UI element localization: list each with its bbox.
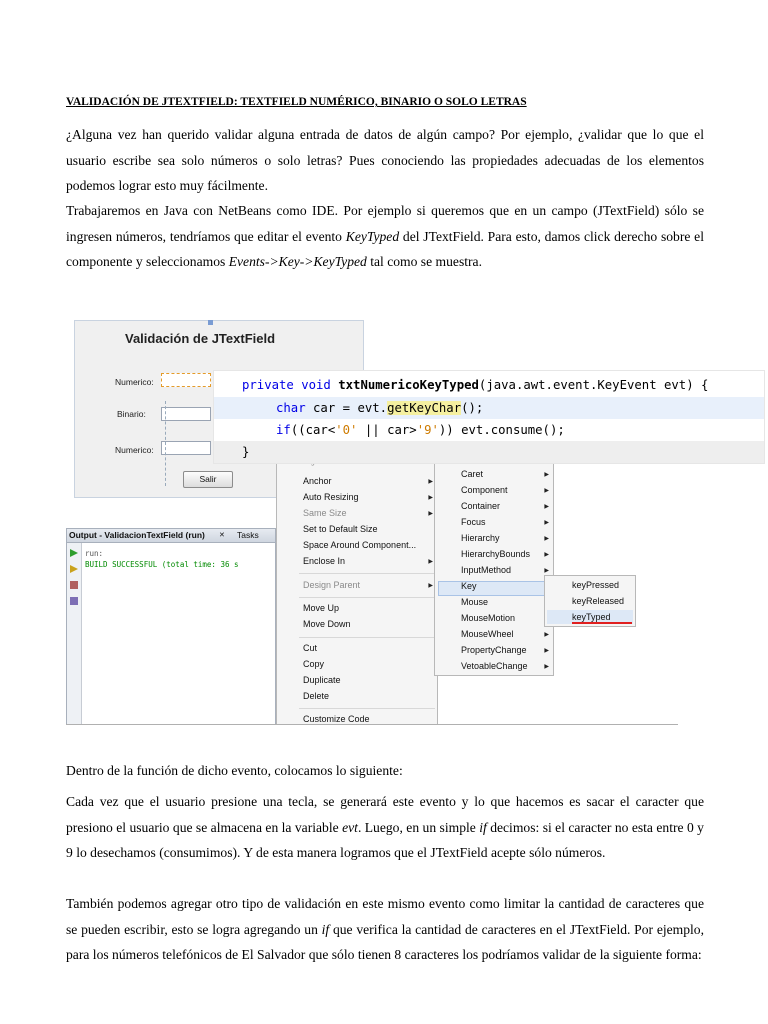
submenu-arrow-icon: ▶ [428, 583, 433, 589]
paragraph-length-text-b: que verifica la cantidad de caracteres en el JTextField. Por ejemplo, para los números telefónicos de El Salvador que sólo tienen 8 caracteres los podríamos validar de la siguiente forma: [66, 921, 705, 962]
menu-item-auto-resizing[interactable]: Auto Resizing [303, 492, 359, 502]
menu-separator [299, 637, 435, 638]
menu-item-same-size[interactable]: Same Size [303, 508, 347, 518]
code-line-4 [214, 441, 764, 463]
key-item-released[interactable]: keyReleased [572, 596, 625, 606]
salir-button[interactable]: Salir [183, 471, 233, 488]
code-text: )) evt.consume(); [438, 423, 565, 437]
event-item-vetoable-change[interactable]: VetoableChange [461, 661, 528, 671]
menu-item-delete[interactable]: Delete [303, 691, 330, 701]
submenu-arrow-icon: ▶ [428, 559, 433, 565]
key-submenu [544, 575, 636, 627]
menu-separator [299, 708, 435, 709]
paragraph-netbeans-text-a: Trabajaremos en Java con NetBeans como IDE. Por ejemplo si queremos que en un campo (JTextField) sólo se ingresen números, tendríamos que editar el evento [66, 203, 704, 244]
form-heading: Validación de JTextField [125, 331, 276, 346]
key-item-pressed[interactable]: keyPressed [572, 580, 620, 590]
tab-tasks[interactable]: Tasks [237, 530, 259, 540]
label-numerico: Numerico: [115, 377, 154, 387]
code-string: '0' [335, 423, 358, 437]
menu-item-design-parent[interactable]: Design Parent [303, 580, 361, 590]
code-highlighted-call: getKeyChar [387, 401, 462, 415]
menu-separator [299, 597, 435, 598]
txt-numerico-input[interactable] [161, 373, 211, 387]
label-binario: Binario: [117, 409, 146, 419]
screenshot-bottom-border [66, 724, 678, 725]
menu-item-move-down[interactable]: Move Down [303, 619, 351, 629]
code-text: ((car< [290, 423, 336, 437]
submenu-arrow-icon: ▶ [544, 520, 549, 526]
txt-binario-input[interactable] [161, 407, 211, 421]
paragraph-event-code [66, 758, 704, 784]
event-item-component[interactable]: Component [461, 485, 508, 495]
paragraph-explanation [66, 789, 704, 866]
event-item-property-change[interactable]: PropertyChange [461, 645, 527, 655]
paragraph-event-code-text: Dentro de la función de dicho evento, colocamos lo siguiente: [66, 763, 403, 778]
paragraph-length-text-a: También podemos agregar otro tipo de validación en este mismo evento como limitar la cantidad de caracteres que se pueden escribir, esto se logra agregando un [66, 896, 704, 937]
paragraph-explanation-text-a: Cada vez que el usuario presione una tecla, se generará este evento y lo que hacemos es sacar el caracter que presiono el usuario que se almacena en la variable [66, 794, 704, 835]
paragraph-explanation-text-b: . Luego, en un simple [357, 819, 480, 835]
code-text: || car> [357, 423, 417, 437]
event-item-hierarchy-bounds[interactable]: HierarchyBounds [461, 549, 531, 559]
menu-item-anchor[interactable]: Anchor [303, 476, 332, 486]
event-item-caret[interactable]: Caret [461, 469, 484, 479]
code-keyword: private void [242, 378, 339, 392]
menu-item-customize-code[interactable]: Customize Code [303, 714, 370, 724]
events-path-term: Events->Key->KeyTyped [228, 254, 367, 269]
event-item-hierarchy[interactable]: Hierarchy [461, 533, 500, 543]
key-item-typed[interactable]: keyTyped [572, 612, 611, 622]
paragraph-netbeans-text-b: del JTextField. Para esto, damos click derecho sobre el componente y seleccionamos [66, 228, 704, 269]
code-line-1 [242, 374, 768, 396]
event-item-container[interactable]: Container [461, 501, 501, 511]
event-item-input-method[interactable]: InputMethod [461, 565, 512, 575]
document-title: VALIDACIÓN DE JTEXTFIELD: TEXTFIELD NUMÉRICO, BINARIO O SOLO LETRAS [66, 96, 527, 108]
output-panel [66, 528, 276, 725]
code-string: '9' [416, 423, 439, 437]
submenu-arrow-icon: ▶ [544, 488, 549, 494]
txt-numerico-2-input[interactable] [161, 441, 211, 455]
submenu-arrow-icon: ▶ [544, 536, 549, 542]
label-numerico-2: Numerico: [115, 445, 154, 455]
event-item-mouse[interactable]: Mouse [461, 597, 489, 607]
event-item-focus[interactable]: Focus [461, 517, 486, 527]
console-line-run: run: [85, 549, 104, 558]
menu-item-space-around[interactable]: Space Around Component... [303, 540, 417, 550]
tab-output[interactable]: Output - ValidacionTextField (run) [69, 530, 205, 540]
code-method-name: txtNumericoKeyTyped [338, 378, 479, 392]
submenu-arrow-icon: ▶ [428, 479, 433, 485]
guide-marker [208, 320, 213, 325]
evt-term: evt [342, 819, 358, 835]
paragraph-netbeans [66, 198, 704, 275]
code-params: (java.awt.event.KeyEvent evt) { [478, 378, 709, 392]
menu-item-enclose-in[interactable]: Enclose In [303, 556, 346, 566]
submenu-arrow-icon: ▶ [544, 568, 549, 574]
paragraph-intro [66, 122, 704, 199]
menu-separator [299, 573, 435, 574]
code-editor-snippet [214, 371, 764, 463]
stop-icon[interactable] [70, 581, 78, 589]
code-line-2 [214, 397, 764, 419]
settings-icon[interactable] [70, 597, 78, 605]
paragraph-length-validation [66, 891, 704, 968]
code-text: car = evt. [305, 401, 388, 415]
submenu-arrow-icon: ▶ [544, 504, 549, 510]
menu-item-set-default-size[interactable]: Set to Default Size [303, 524, 378, 534]
output-toolbar [67, 543, 82, 725]
close-icon[interactable]: ✕ [219, 532, 225, 539]
event-item-key[interactable]: Key [461, 581, 477, 591]
code-brace: } [242, 445, 250, 459]
paragraph-intro-text: ¿Alguna vez han querido validar alguna entrada de datos de algún campo? Por ejemplo, ¿validar que lo que el usuario escribe sea solo números o solo letras? Pues conociendo las propiedades adecuadas de los elementos podemos lograr esto muy fácilmente. [66, 127, 704, 193]
submenu-arrow-icon: ▶ [544, 472, 549, 478]
context-menu [276, 462, 438, 725]
console-line-build: BUILD SUCCESSFUL (total time: 36 s [85, 560, 239, 569]
code-keyword: char [276, 401, 306, 415]
menu-item-cut[interactable]: Cut [303, 643, 318, 653]
layout-guide-line [165, 401, 167, 486]
red-underline-mark [572, 622, 632, 624]
output-tabbar [67, 529, 275, 543]
keytyped-term: KeyTyped [345, 228, 400, 244]
menu-item-duplicate[interactable]: Duplicate [303, 675, 341, 685]
events-submenu [434, 462, 554, 676]
paragraph-explanation-text-c: decimos: si el caracter no esta entre 0 y 9 lo desechamos (consumimos). Y de esta manera logramos que el JTextField acepte sólo números. [66, 819, 704, 860]
code-keyword: if [276, 423, 291, 437]
if-term: if [479, 819, 487, 835]
code-text: (); [461, 401, 484, 415]
if-term-2: if [321, 921, 330, 937]
key-selection-highlight [438, 581, 548, 596]
submenu-arrow-icon: ▶ [544, 648, 549, 654]
code-line-3 [214, 419, 764, 441]
submenu-arrow-icon: ▶ [428, 511, 433, 517]
run-icon[interactable] [70, 549, 78, 557]
submenu-arrow-icon: ▶ [428, 495, 433, 501]
submenu-arrow-icon: ▶ [544, 552, 549, 558]
submenu-arrow-icon: ▶ [544, 664, 549, 670]
menu-item-copy[interactable]: Copy [303, 659, 325, 669]
menu-item-move-up[interactable]: Move Up [303, 603, 340, 613]
event-item-mouse-motion[interactable]: MouseMotion [461, 613, 516, 623]
submenu-arrow-icon: ▶ [544, 632, 549, 638]
event-item-mouse-wheel[interactable]: MouseWheel [461, 629, 514, 639]
paragraph-netbeans-text-c: tal como se muestra. [366, 254, 482, 269]
rerun-icon[interactable] [70, 565, 78, 573]
